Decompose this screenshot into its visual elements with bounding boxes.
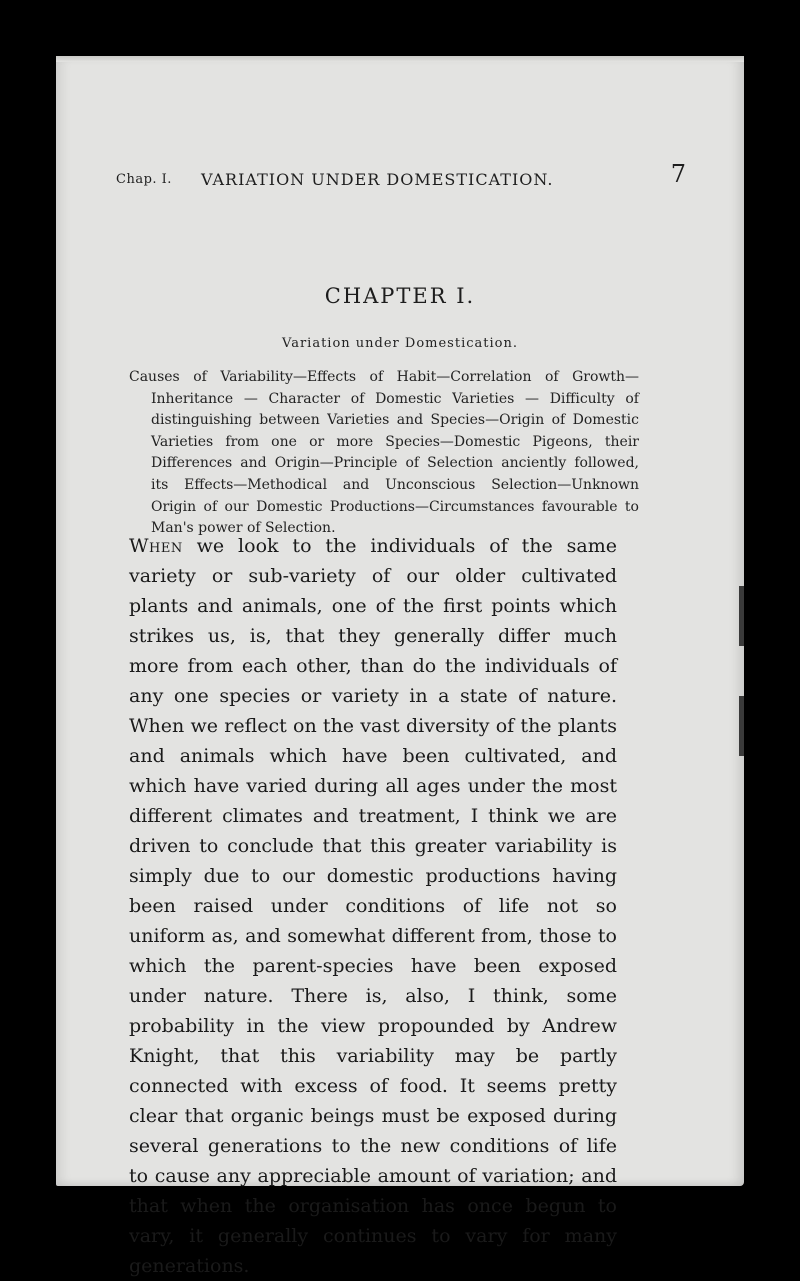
chapter-reference: Chap. I. bbox=[116, 172, 172, 187]
body-paragraph bbox=[129, 531, 617, 1281]
page-top-edge bbox=[56, 56, 744, 62]
chapter-subtitle: Variation under Domestication. bbox=[282, 336, 518, 351]
page-tab-mark bbox=[739, 696, 744, 756]
running-header bbox=[116, 160, 686, 190]
opening-word: When bbox=[129, 535, 183, 557]
book-page bbox=[56, 56, 744, 1277]
running-title: VARIATION UNDER DOMESTICATION. bbox=[201, 170, 554, 189]
paragraph-text: we look to the individuals of the same variety or sub-variety of our older cultivated plants and animals, one of the first points which strikes us, is, that they generally differ much more from each other, than do the individuals of any one species or variety in a state of nature. When we reflect on the vast diversity of the plants and animals which have been cultivated, and which have varied during all ages under the most different climates and treatment, I think we are driven to conclude that this greater variability is simply due to our domestic productions having been raised under conditions of life not so uniform as, and somewhat different from, those to which the parent-species have been exposed under nature. There is, also, I think, some probability in the view propounded by Andrew Knight, that this variability may be partly connected with excess of food. It seems pretty clear that organic beings must be exposed during several generations to the new conditions of life to cause any appreciable amount of variation; and that when the organisation has once begun to vary, it generally continues to vary for many generations. bbox=[129, 535, 617, 1277]
chapter-title: CHAPTER I. bbox=[324, 284, 476, 308]
page-number: 7 bbox=[670, 160, 686, 188]
chapter-summary: Causes of Variability—Effects of Habit—Correlation of Growth—Inheritance — Character of Domestic Varieties — Difficulty of distinguishing between Varieties and Species—Origin of Domestic Varieties from one or more Species—Domestic Pigeons, their Differences and Origin—Principle of Selection anciently followed, its Effects—Methodical and Unconscious Selection—Unknown Origin of our Domestic Productions—Circumstances favourable to Man's power of Selection. bbox=[129, 369, 639, 537]
page-tab-mark bbox=[739, 586, 744, 646]
